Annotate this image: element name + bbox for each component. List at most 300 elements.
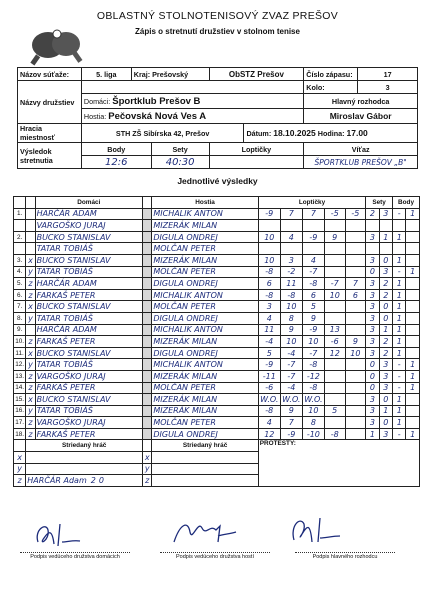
sets-home: 3 [366,231,379,243]
points-away [406,289,420,301]
venue-label: Hracia miestnosť [18,124,82,143]
row-number: 14. [14,382,26,394]
points-home: 1 [393,324,406,336]
row-mark: z [26,278,35,290]
away-player: DIGULA ONDREJ [152,347,258,359]
points-home: - [393,382,406,394]
points-header: Body [81,143,151,156]
points-away: 1 [406,382,420,394]
ball-score: -4 [280,382,302,394]
away-player: DIGULA ONDREJ [152,231,258,243]
points-away: 1 [406,370,420,382]
match-info-table [17,67,418,169]
table-row [14,266,420,278]
sub-away-mark: z [143,475,152,487]
competition-value: 5. liga [81,68,131,81]
time-value: 17.00 [346,128,368,138]
points-away [406,301,420,313]
points-away: 1 [406,266,420,278]
sub-home-player [26,475,143,487]
points-value: 12:6 [81,156,151,169]
row-separator [143,243,152,255]
away-player: DIGULA ONDREJ [152,278,258,290]
sets-away: 3 [379,359,392,371]
points-home: - [393,370,406,382]
sets-home: 3 [366,324,379,336]
ball-score [280,243,302,255]
ball-score [345,382,366,394]
away-player: MOLČAN PETER [152,301,258,313]
sets-away: 1 [379,231,392,243]
away-player: MICHALIK ANTON [152,208,258,220]
ball-score: 12 [258,428,280,440]
ball-score: 8 [302,417,324,429]
row-mark: x [26,394,35,406]
table-row [14,208,420,220]
points-away: 1 [406,359,420,371]
points-away: 1 [406,208,420,220]
ball-score [324,266,345,278]
results-points-header: Body [393,197,420,209]
row-separator [143,301,152,313]
region-value: Prešovský [152,69,189,79]
ball-score [345,405,366,417]
sets-home: 3 [366,336,379,348]
sets-home: 3 [366,394,379,406]
table-row [14,405,420,417]
ball-score [302,243,324,255]
points-away: 1 [406,428,420,440]
sets-away: 2 [379,347,392,359]
row-mark: y [26,405,35,417]
ball-score: 9 [280,405,302,417]
row-separator [143,289,152,301]
row-mark: y [26,266,35,278]
row-number: 3. [14,254,26,266]
ball-score [345,266,366,278]
row-separator [143,312,152,324]
ball-score: 4 [258,417,280,429]
row-mark [26,208,35,220]
ball-score [324,243,345,255]
sub-away-mark: y [143,463,152,475]
ball-score: -7 [324,278,345,290]
ball-score: 11 [258,324,280,336]
ball-score: 6 [345,289,366,301]
ball-score [345,359,366,371]
sets-away: 0 [379,312,392,324]
row-number: 5. [14,278,26,290]
points-home [393,220,406,232]
ball-score: -7 [280,370,302,382]
row-separator [143,220,152,232]
row-number: 18. [14,428,26,440]
ball-score [324,254,345,266]
ball-score [345,301,366,313]
ball-score [345,254,366,266]
row-separator [143,428,152,440]
ball-score: -9 [302,231,324,243]
ball-score: -5 [345,208,366,220]
points-home: 1 [393,231,406,243]
ball-score: 8 [280,312,302,324]
ball-score: 7 [280,208,302,220]
table-row [14,428,420,440]
row-separator [143,405,152,417]
row-mark: z [26,289,35,301]
ball-score [345,243,366,255]
results-sets-header: Sety [366,197,393,209]
table-tennis-logo-icon [26,28,84,66]
table-row [14,359,420,371]
sets-home: 3 [366,289,379,301]
home-player: TATAR TOBIÁŠ [35,266,142,278]
ball-score: -8 [258,405,280,417]
row-separator [143,394,152,406]
ball-score [324,220,345,232]
ball-score: 11 [280,278,302,290]
ball-score [324,370,345,382]
ball-score: 7 [345,278,366,290]
sub-home-mark: x [14,452,26,464]
ball-score: -10 [302,428,324,440]
row-mark: x [26,301,35,313]
row-separator [143,231,152,243]
away-player: MIZERÁK MILAN [152,220,258,232]
match-number-label: Číslo zápasu: [304,68,358,81]
ball-score: -8 [258,266,280,278]
sets-away: 3 [379,382,392,394]
row-separator [143,266,152,278]
points-home: 1 [393,278,406,290]
ball-score: 3 [280,254,302,266]
row-number: 11. [14,347,26,359]
ball-score: -6 [258,382,280,394]
balls-value [209,156,304,169]
head-referee-value: Miroslav Gábor [304,109,418,124]
region-label: Kraj: [133,69,151,79]
row-number [14,220,26,232]
sets-home: 0 [366,266,379,278]
points-away [406,347,420,359]
home-substitute-label: Striedaný hráč [26,440,143,452]
ball-score [258,220,280,232]
ball-score [345,417,366,429]
row-number: 9. [14,324,26,336]
sets-home: 3 [366,278,379,290]
table-row [14,231,420,243]
points-away [406,417,420,429]
row-mark: y [26,359,35,371]
row-mark: z [26,336,35,348]
ball-score: -8 [258,289,280,301]
ball-score: 10 [302,405,324,417]
home-player: BUCKO STANISLAV [35,394,142,406]
results-balls-header: Loptičky [258,197,365,209]
row-number: 17. [14,417,26,429]
ball-score: -9 [258,208,280,220]
row-separator [143,208,152,220]
balls-header: Loptičky [209,143,304,156]
home-player: HARČÁR ADAM [35,208,142,220]
points-away [406,231,420,243]
away-player: MOLČAN PETER [152,243,258,255]
ball-score [345,324,366,336]
results-away-header: Hostia [152,197,258,209]
points-away [406,405,420,417]
ball-score: -11 [258,370,280,382]
sets-value: 40:30 [151,156,209,169]
home-player: FARKAŠ PETER [35,336,142,348]
sets-home: 3 [366,405,379,417]
ball-score [345,394,366,406]
winner-header: Víťaz [304,143,418,156]
round-label: Kolo: [304,81,358,94]
ball-score [345,312,366,324]
ball-score: 6 [302,289,324,301]
ball-score [345,370,366,382]
away-player: MOLČAN PETER [152,417,258,429]
ball-score: 10 [324,289,345,301]
points-home: - [393,428,406,440]
points-away [406,312,420,324]
points-home [393,243,406,255]
row-separator [143,359,152,371]
date-value: 18.10.2025 [273,128,316,138]
sets-home: 3 [366,347,379,359]
row-number: 10. [14,336,26,348]
round-value: 3 [358,81,418,94]
ball-score: 9 [324,231,345,243]
ball-score: 7 [280,417,302,429]
ball-score [324,312,345,324]
row-number: 15. [14,394,26,406]
competition-label: Názov súťaže: [18,68,82,81]
sets-away: 0 [379,394,392,406]
ball-score: 6 [258,278,280,290]
ball-score [345,428,366,440]
points-home: 1 [393,289,406,301]
sub-home-player [26,452,143,464]
home-player: TATAR TOBIÁŠ [35,243,142,255]
results-body [14,208,420,440]
points-away [406,394,420,406]
table-row [14,324,420,336]
table-row [14,312,420,324]
away-team-value: Pečovská Nová Ves A [108,110,207,122]
row-separator [143,370,152,382]
ball-score: 10 [258,254,280,266]
sub-home-mark: z [14,475,26,487]
sets-away: 3 [379,428,392,440]
sets-home: 3 [366,312,379,324]
table-row [14,254,420,266]
away-substitute-label: Striedaný hráč [152,440,258,452]
sub-away-player [152,452,258,464]
home-player: TATAR TOBIÁŠ [35,405,142,417]
row-mark: x [26,347,35,359]
row-mark: z [26,428,35,440]
sub-home-player [26,463,143,475]
ball-score: 4 [280,231,302,243]
row-number: 13. [14,370,26,382]
ball-score: 7 [302,208,324,220]
sub-away-player [152,463,258,475]
sets-away: 0 [379,254,392,266]
association-value: ObSTZ Prešov [209,68,304,81]
ball-score: 10 [302,336,324,348]
sub-away-mark: x [143,452,152,464]
ball-score: W.O. [282,394,301,404]
result-label: Výsledok stretnutia [18,143,82,169]
sets-away: 0 [379,417,392,429]
ball-score: -4 [280,347,302,359]
sets-home [366,220,379,232]
results-section-title: Jednotlivé výsledky [177,176,258,186]
table-row [14,220,420,232]
away-player: MICHALIK ANTON [152,289,258,301]
ball-score [280,220,302,232]
table-row [14,289,420,301]
ball-score: 9 [280,324,302,336]
home-player: BUCKO STANISLAV [35,231,142,243]
sets-home: 3 [366,417,379,429]
form-subtitle: Zápis o stretnutí družstiev v stolnom tenise [135,27,300,36]
row-separator [143,347,152,359]
sets-away: 0 [379,301,392,313]
ball-score [345,231,366,243]
table-row [14,336,420,348]
points-home: 1 [393,405,406,417]
ball-score: W.O. [304,394,323,404]
protests-label: PROTESTY: [258,440,419,486]
row-mark [26,220,35,232]
points-home: - [393,359,406,371]
ball-score [345,220,366,232]
points-home: 1 [393,312,406,324]
away-player: MOLČAN PETER [152,382,258,394]
sub-home-mark: y [14,463,26,475]
row-separator [143,324,152,336]
venue-value: STH ZŠ Sibírska 42, Prešov [81,124,244,143]
table-row [14,347,420,359]
home-player: TATAR TOBIÁŠ [35,359,142,371]
sets-home: 3 [366,254,379,266]
points-home: 1 [393,417,406,429]
results-home-header: Domáci [35,197,142,209]
row-number: 1. [14,208,26,220]
ball-score: 9 [345,336,366,348]
ball-score: 10 [280,336,302,348]
ball-score: W.O. [260,394,279,404]
ball-score [258,243,280,255]
points-home: 1 [393,254,406,266]
row-mark: y [26,312,35,324]
home-player: BUCKO STANISLAV [35,301,142,313]
ball-score: -8 [302,382,324,394]
referee-signature-label: Podpis hlavného rozhodcu [312,554,378,560]
points-away [406,324,420,336]
ball-score: -8 [324,428,345,440]
row-mark: x [26,254,35,266]
table-row [14,301,420,313]
row-mark: z [26,370,35,382]
row-number: 2. [14,231,26,243]
sets-away [379,243,392,255]
ball-score: -7 [302,266,324,278]
sets-away: 2 [379,278,392,290]
substitutions-body [14,440,420,486]
away-player: MIZERÁK MILAN [152,394,258,406]
blank-cell [14,440,26,452]
sets-home: 0 [366,382,379,394]
ball-score: -6 [324,336,345,348]
table-row [14,370,420,382]
sets-home: 3 [366,301,379,313]
sets-home: 0 [366,370,379,382]
points-away [406,243,420,255]
row-number: 8. [14,312,26,324]
sub-away-player [152,475,258,487]
ball-score: -9 [258,359,280,371]
points-away [406,278,420,290]
home-player: TATAR TOBIÁŠ [35,312,142,324]
sets-home: 1 [366,428,379,440]
row-mark [26,231,35,243]
sets-away [379,220,392,232]
sub-home-score-b: 0 [98,476,104,486]
home-player: BUCKO STANISLAV [35,254,142,266]
away-player: MOLČAN PETER [152,266,258,278]
row-number: 16. [14,405,26,417]
home-player: HARČÁR ADAM [35,324,142,336]
ball-score: -9 [302,324,324,336]
ball-score [324,394,345,406]
sub-home-score-a: 2 [90,476,96,486]
sets-away: 2 [379,336,392,348]
ball-score: 5 [258,347,280,359]
away-signature-icon [170,516,240,550]
table-row [14,382,420,394]
ball-score: 5 [324,405,345,417]
sets-away: 3 [379,370,392,382]
ball-score [324,382,345,394]
home-signature-icon [32,520,92,550]
row-mark [26,243,35,255]
home-player: FARKAŠ PETER [35,382,142,394]
home-signature-label: Podpis vedúceho družstva domácich [30,554,120,560]
table-row [14,278,420,290]
away-player: MIZERÁK MILAN [152,405,258,417]
sets-away: 3 [379,266,392,278]
head-referee-label: Hlavný rozhodca [304,94,418,109]
sets-away: 1 [379,405,392,417]
date-label: Dátum: [246,129,272,138]
sets-away: 1 [379,324,392,336]
sets-home: 0 [366,359,379,371]
table-row [14,243,420,255]
away-player: MIZERÁK MILAN [152,336,258,348]
ball-score: -9 [280,428,302,440]
away-player: DIGULA ONDREJ [152,428,258,440]
region-cell [131,68,209,81]
home-player: VARGOŠKO JURAJ [35,220,142,232]
ball-score: 5 [302,301,324,313]
results-table [13,196,420,487]
row-separator [143,278,152,290]
home-team-value: Športklub Prešov B [112,95,201,107]
ball-score: 13 [324,324,345,336]
